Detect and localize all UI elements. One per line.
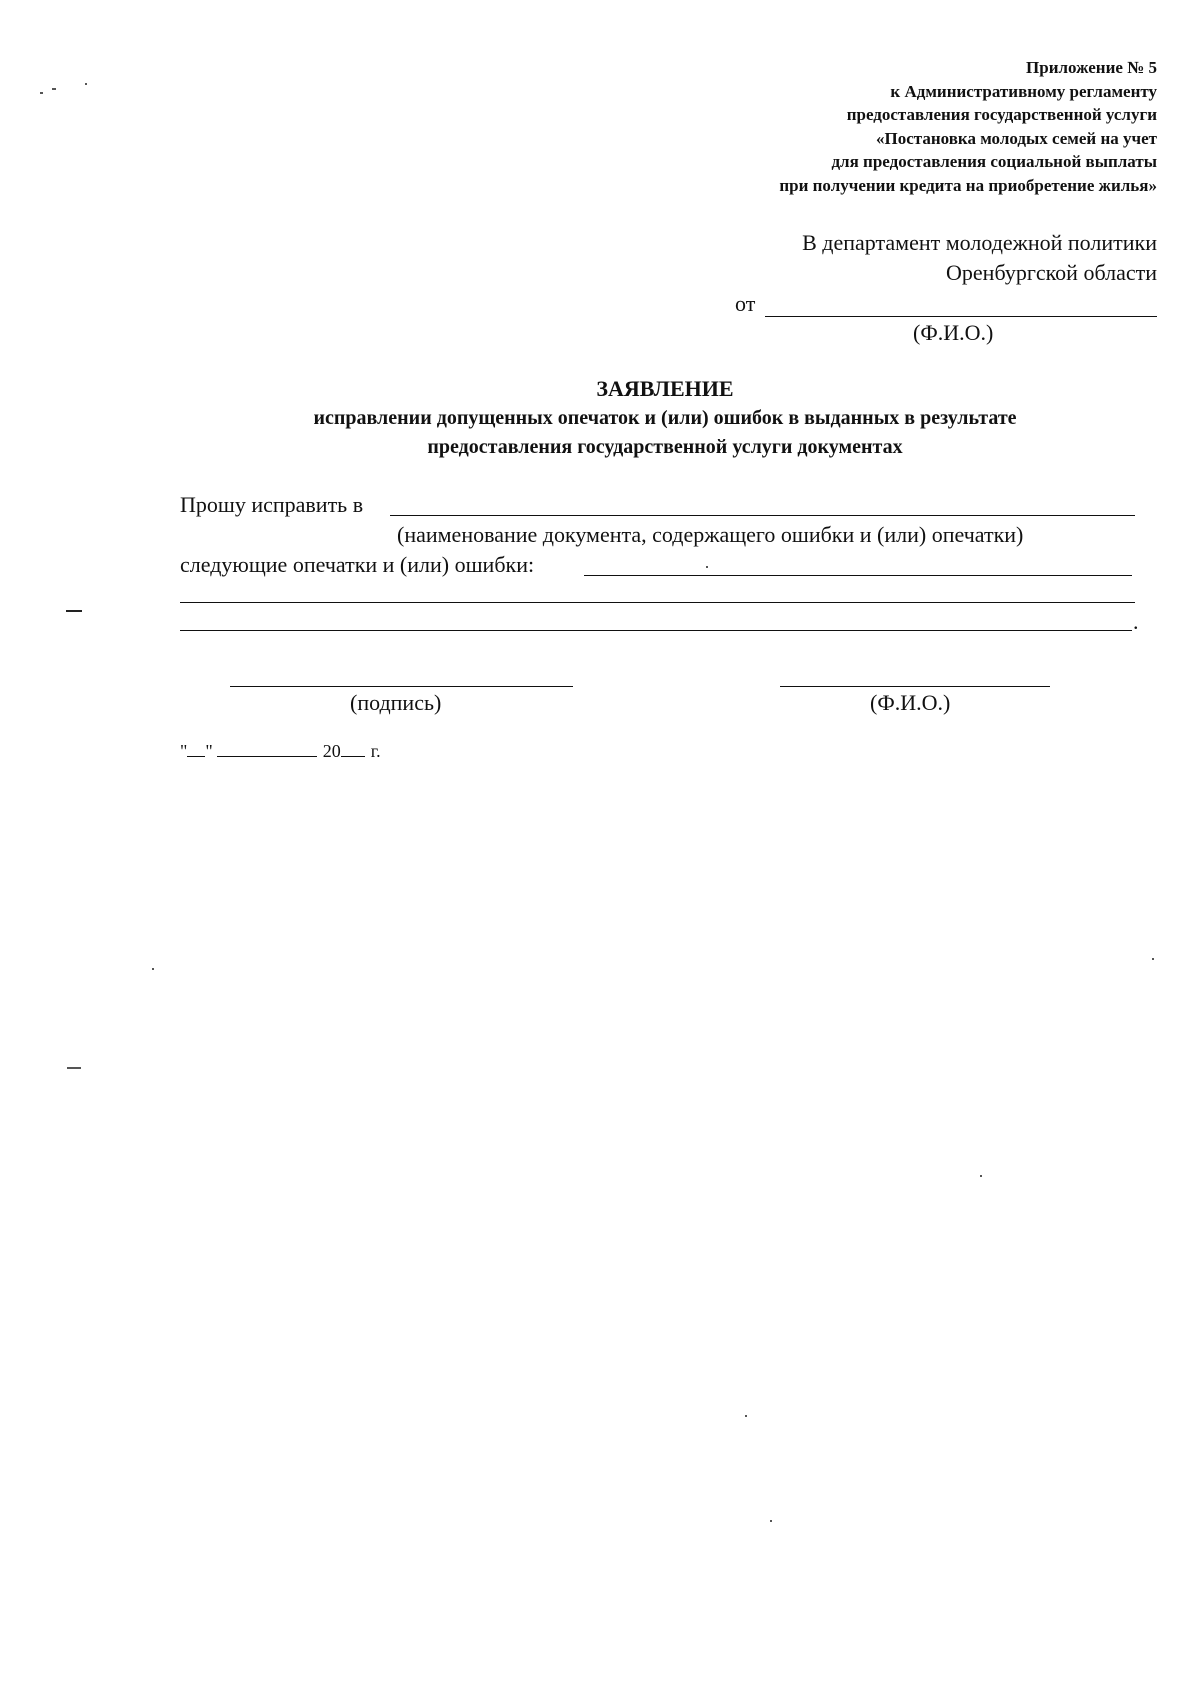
date-line	[180, 740, 381, 762]
document-title: ЗАЯВЛЕНИЕ	[596, 376, 734, 401]
from-row	[735, 291, 1157, 319]
errors-field-line-1[interactable]	[584, 575, 1132, 576]
addressee-department: В департамент молодежной политики	[802, 230, 1157, 255]
date-year-field[interactable]	[341, 740, 365, 757]
scan-speck	[40, 92, 43, 94]
addressee-block	[802, 228, 1157, 288]
scan-speck	[66, 610, 82, 612]
document-name-caption: (наименование документа, содержащего ошибки и (или) опечатки)	[397, 522, 1024, 547]
appendix-header	[779, 56, 1157, 197]
subtitle-line: исправлении допущенных опечаток и (или) ошибок в выданных в результате	[313, 407, 1017, 429]
appendix-line: «Постановка молодых семей на учет	[876, 128, 1157, 148]
subtitle-line: предоставления государственной услуги документах	[427, 436, 903, 458]
date-month-field[interactable]	[217, 740, 317, 757]
request-label: Прошу исправить в	[180, 492, 364, 517]
appendix-line: для предоставления социальной выплаты	[831, 152, 1157, 171]
appendix-line: к Административному регламенту	[890, 81, 1157, 101]
scan-speck	[85, 83, 87, 85]
date-quote-open: "	[180, 741, 188, 761]
scan-speck	[980, 1175, 982, 1177]
scan-speck	[706, 566, 708, 568]
appendix-line: предоставления государственной услуги	[846, 105, 1157, 124]
scan-speck	[52, 88, 56, 90]
document-subtitle	[230, 404, 1100, 462]
from-label: от	[735, 291, 756, 316]
addressee-region: Оренбургской области	[946, 260, 1157, 285]
signer-name-caption: (Ф.И.О.)	[870, 690, 951, 715]
errors-end-dot: .	[1133, 609, 1139, 634]
date-year-suffix: г.	[370, 741, 381, 761]
applicant-name-caption: (Ф.И.О.)	[913, 320, 994, 345]
scan-speck	[67, 1067, 81, 1069]
scan-speck	[770, 1520, 772, 1522]
applicant-name-field[interactable]	[765, 316, 1157, 317]
scan-speck	[152, 968, 154, 970]
errors-field-line-2[interactable]	[180, 602, 1135, 603]
signer-name-field[interactable]	[780, 686, 1050, 687]
signature-field[interactable]	[230, 686, 573, 687]
scan-speck	[1152, 958, 1154, 960]
errors-label: следующие опечатки и (или) ошибки:	[180, 552, 535, 577]
appendix-line: при получении кредита на приобретение жилья»	[779, 175, 1157, 195]
scan-speck	[745, 1415, 747, 1417]
date-quote-close: "	[205, 741, 213, 761]
signature-caption: (подпись)	[350, 690, 442, 715]
document-name-field[interactable]	[390, 515, 1135, 516]
date-day-field[interactable]	[187, 740, 205, 757]
errors-field-line-3[interactable]	[180, 630, 1132, 631]
date-year-prefix: 20	[322, 741, 341, 761]
appendix-number: Приложение № 5	[1026, 58, 1157, 77]
